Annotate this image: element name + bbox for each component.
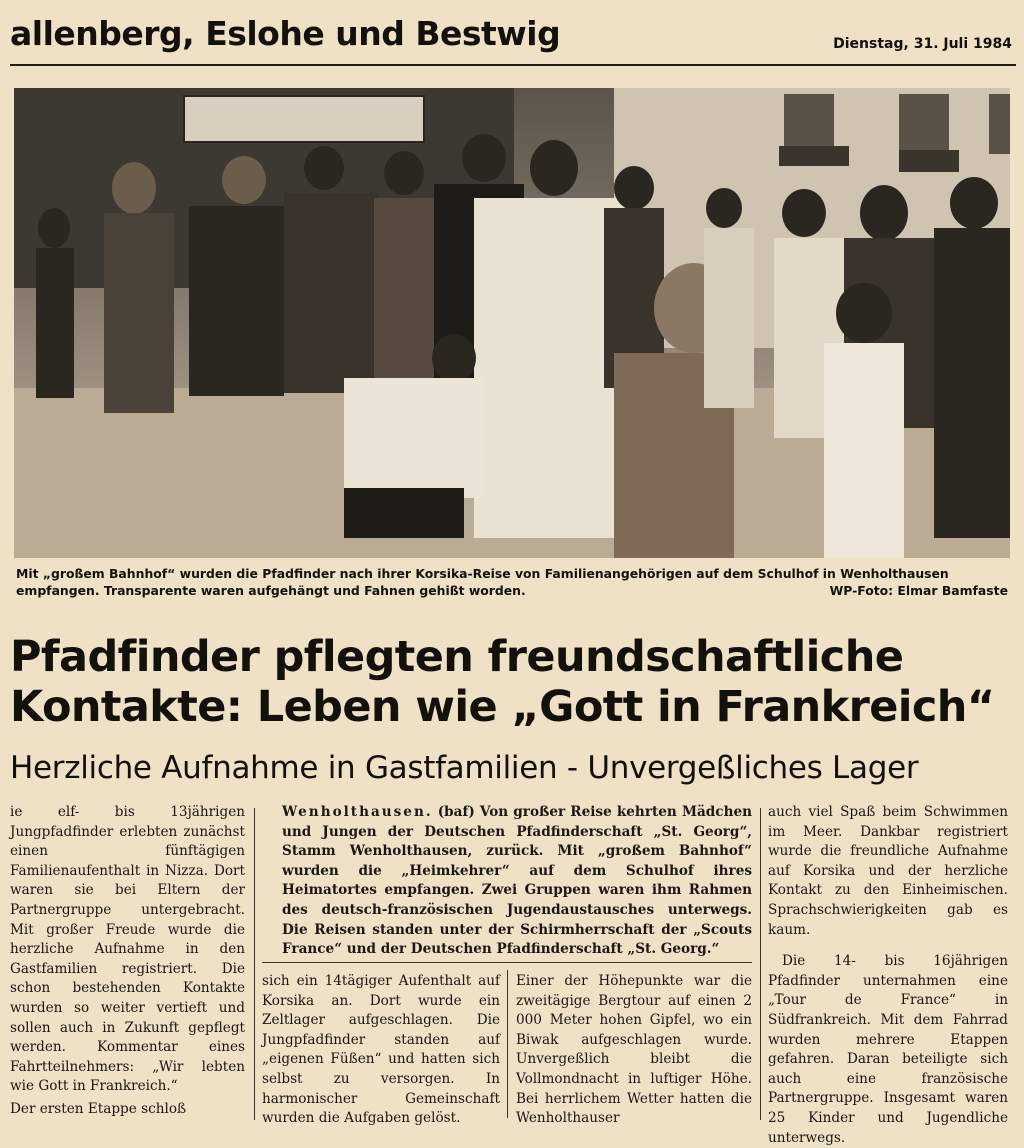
column-3-paragraph: Einer der Höhepunkte war die zweitägige Bergtour auf einen 2 000 Meter hohen Gipfel, wo ein Biwak aufgeschlagen wurde. Unvergeßlich bleibt die Vollmondnacht in luftiger Höhe. Bei herrlichem Wetter hatten die Wenholthauser — [516, 973, 752, 1127]
column-divider — [254, 808, 255, 1120]
article-lead — [282, 803, 752, 960]
photo-caption — [16, 565, 1008, 599]
column-divider — [760, 808, 761, 1120]
lead-text: (baf) Von großer Reise kehrten Mädchen und Jungen der Deutschen Pfadfinderschaft „St. Georg“, Stamm Wenholthausen, zurück. Mit „großem Bahnhof“ wurden die „Heimkehrer“ auf dem Schulhof ihres Heimatortes empfangen. Zwei Gruppen waren ihm Rahmen des deutsch-französischen Jugendaustausches unterwegs. Die Reisen standen unter der Schirmherrschaft der „Scouts France“ und der Deutschen Pfadfinderschaft „St. Georg.“ — [282, 804, 752, 958]
page-header-date: Dienstag, 31. Juli 1984 — [833, 36, 1012, 52]
column-4-paragraph-1: auch viel Spaß beim Schwimmen im Meer. Dankbar registriert wurde die freundliche Aufnahme auf Korsika und der herzliche Kontakt zu den Einheimischen. Sprachschwierigkeiten gab es kaum. — [768, 804, 1008, 938]
lead-divider — [262, 962, 752, 963]
photo-credit: WP-Foto: Elmar Bamfaste — [829, 583, 1008, 598]
dateline: Wenholthausen. — [282, 804, 433, 820]
article-column-3 — [516, 972, 752, 1129]
article-column-1 — [10, 803, 245, 1097]
caption-text: Mit „großem Bahnhof“ wurden die Pfadfinder nach ihrer Korsika-Reise von Familienangehörigen auf dem Schulhof in Wenholthausen empfangen. Transparente waren aufgehängt und Fahnen gehißt worden. — [16, 566, 949, 598]
article-column-2 — [262, 972, 500, 1129]
headline-line-1: Pfadfinder pflegten freundschaftliche — [10, 632, 904, 682]
column-1-paragraph: ie elf- bis 13jährigen Jungpfadfinder erlebten zunächst einen fünftägigen Familienaufenthalt in Nizza. Dort waren sie bei Eltern der Partnergruppe untergebracht. Mit großer Freude wurde die herzliche Aufnahme in den Gastfamilien registriert. Die schon bestehenden Kontakte wurden so weiter vertieft und sollen auch in Zukunft gepflegt werden. Kommentar eines Fahrtteilnehmers: „Wir lebten wie Gott in Frankreich.“ — [10, 804, 245, 1095]
headline — [10, 632, 1014, 732]
column-4-paragraph-2: Die 14- bis 16jährigen Pfadfinder unternahmen eine „Tour de France“ in Südfrankreich. Mit dem Fahrrad wurden mehrere Etappen gefahren. Daran beteiligte sich auch eine französische Partnergruppe. Insgesamt waren 25 Kinder und Jugendliche unterwegs. — [768, 953, 1008, 1146]
photo-scouts-schoolyard-icon — [14, 88, 1010, 558]
headline-line-2: Kontakte: Leben wie „Gott in Frankreich“ — [10, 682, 995, 732]
column-2-paragraph: sich ein 14tägiger Aufenthalt auf Korsika an. Dort wurde ein Zeltlager aufgeschlagen. Die Jungpfadfinder standen auf „eigenen Füßen“ und hatten sich selbst zu versorgen. In harmonischer Gemeinschaft wurden die Aufgaben gelöst. — [262, 973, 500, 1127]
column-1-last-line: Der ersten Etappe schloß — [10, 1101, 187, 1117]
article-column-4 — [768, 803, 1008, 1148]
news-photo — [14, 88, 1010, 558]
column-divider — [507, 970, 508, 1118]
page-header-region: allenberg, Eslohe und Bestwig — [10, 14, 561, 53]
header-rule — [10, 64, 1016, 66]
article-column-1-end — [10, 1100, 245, 1120]
subheadline: Herzliche Aufnahme in Gastfamilien - Unvergeßliches Lager — [10, 750, 919, 786]
